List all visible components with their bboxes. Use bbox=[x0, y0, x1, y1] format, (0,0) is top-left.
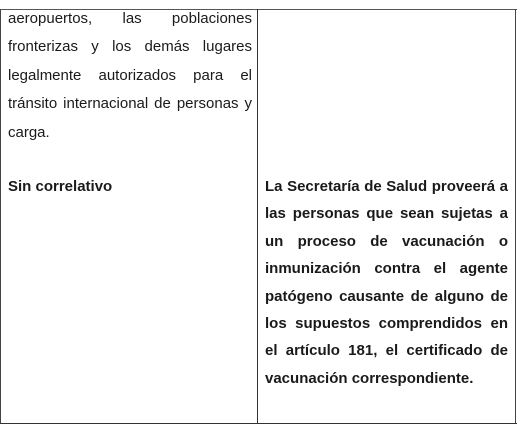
left-column-cell bbox=[8, 5, 252, 201]
table-bottom-border bbox=[0, 423, 517, 424]
table-left-border bbox=[0, 9, 1, 423]
left-column-heading: Sin correlativo bbox=[8, 178, 113, 196]
right-column-cell bbox=[265, 173, 508, 392]
table-right-border bbox=[515, 9, 516, 423]
left-column-paragraph: aeropuertos, las poblaciones fronterizas y los demás lugares legalmente autorizados para el tránsito internacional de personas y carga. bbox=[8, 10, 252, 141]
table-column-divider bbox=[257, 9, 258, 423]
right-column-paragraph: La Secretaría de Salud proveerá a las personas que sean sujetas a un proceso de vacunación o inmunización contra el agente patógeno causante de alguno de los supuestos comprendidos en el artículo 181, el certificado de vacunación correspondiente. bbox=[265, 178, 508, 387]
